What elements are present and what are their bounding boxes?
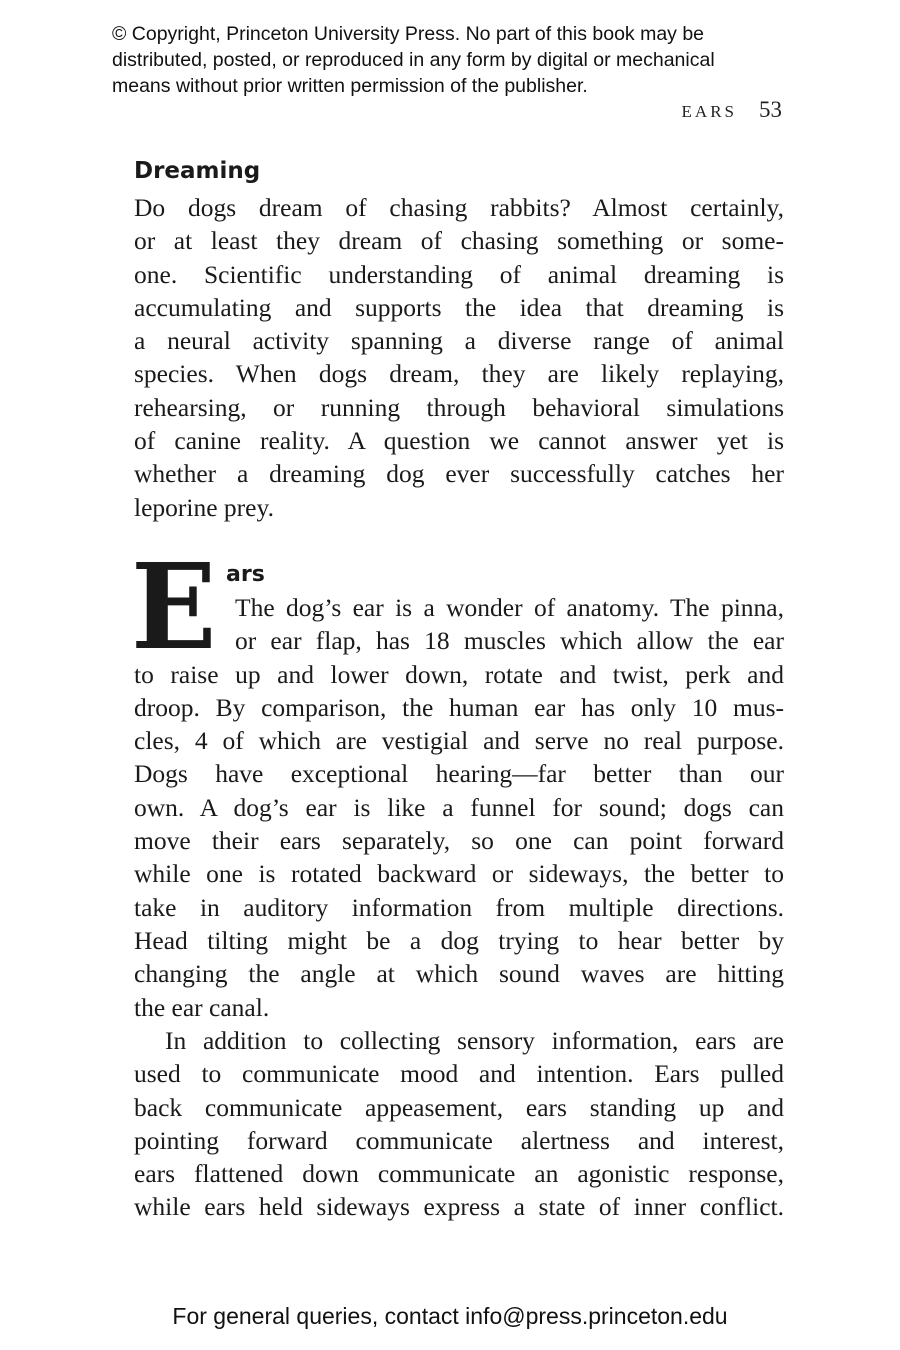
text-line: own. A dog’s ear is like a funnel for sound; dogs can xyxy=(134,792,784,822)
text-line: Head tilting might be a dog trying to hear better by xyxy=(134,925,784,955)
dreaming-heading: Dreaming xyxy=(134,158,261,184)
text-line: one. Scientific understanding of animal dreaming is xyxy=(134,259,784,289)
text-line: or ear flap, has 18 muscles which allow the ear xyxy=(235,626,784,656)
text-line: the ear canal. xyxy=(134,992,270,1022)
text-line: rehearsing, or running through behavioral simulations xyxy=(134,392,784,422)
text-line: accumulating and supports the idea that dreaming is xyxy=(134,292,784,322)
text-line: move their ears separately, so one can point forward xyxy=(134,826,784,856)
text-line: used to communicate mood and intention. Ears pulled xyxy=(134,1059,784,1089)
copyright-line: © Copyright, Princeton University Press. No part of this book may be xyxy=(112,23,705,45)
ears-heading: ars xyxy=(226,562,265,587)
text-line: In addition to collecting sensory information, ears are xyxy=(165,1026,784,1055)
text-line: while ears held sideways express a state of inner conflict. xyxy=(134,1192,784,1222)
text-line: species. When dogs dream, they are likely replaying, xyxy=(134,359,784,389)
text-line: or at least they dream of chasing something or some- xyxy=(134,226,784,256)
copyright-line: distributed, posted, or reproduced in any form by digital or mechanical xyxy=(112,49,715,71)
running-head xyxy=(682,97,782,123)
drop-cap-letter: E xyxy=(131,537,217,676)
text-line: take in auditory information from multiple directions. xyxy=(134,892,784,922)
ears-paragraph-2 xyxy=(134,1024,784,1224)
text-line: The dog’s ear is a wonder of anatomy. The pinna, xyxy=(235,593,784,622)
text-line: a neural activity spanning a diverse range of animal xyxy=(134,326,784,356)
text-line: leporine prey. xyxy=(134,492,274,522)
text-line: to raise up and lower down, rotate and twist, perk and xyxy=(134,659,784,689)
text-line: Do dogs dream of chasing rabbits? Almost certainly, xyxy=(134,193,784,222)
copyright-notice xyxy=(112,21,812,99)
text-line: Dogs have exceptional hearing—far better than our xyxy=(134,759,784,789)
text-line: pointing forward communicate alertness and interest, xyxy=(134,1125,784,1155)
text-line: back communicate appeasement, ears standing up and xyxy=(134,1092,784,1122)
dreaming-paragraph xyxy=(134,191,784,524)
footer-contact: For general queries, contact info@press.princeton.edu xyxy=(172,1303,728,1329)
text-line: droop. By comparison, the human ear has only 10 mus- xyxy=(134,692,784,722)
page-number: 53 xyxy=(759,97,782,122)
copyright-line: means without prior written permission of the publisher. xyxy=(112,75,588,97)
text-line: ears flattened down communicate an agonistic response, xyxy=(134,1159,784,1189)
text-line: of canine reality. A question we cannot answer yet is xyxy=(134,426,784,456)
text-line: while one is rotated backward or sideways, the better to xyxy=(134,859,784,889)
running-head-section: EARS xyxy=(681,102,737,121)
text-line: whether a dreaming dog ever successfully catches her xyxy=(134,459,784,489)
text-line: changing the angle at which sound waves are hitting xyxy=(134,959,784,989)
text-line: cles, 4 of which are vestigial and serve no real purpose. xyxy=(134,726,784,756)
ears-paragraph-1 xyxy=(134,591,784,1024)
